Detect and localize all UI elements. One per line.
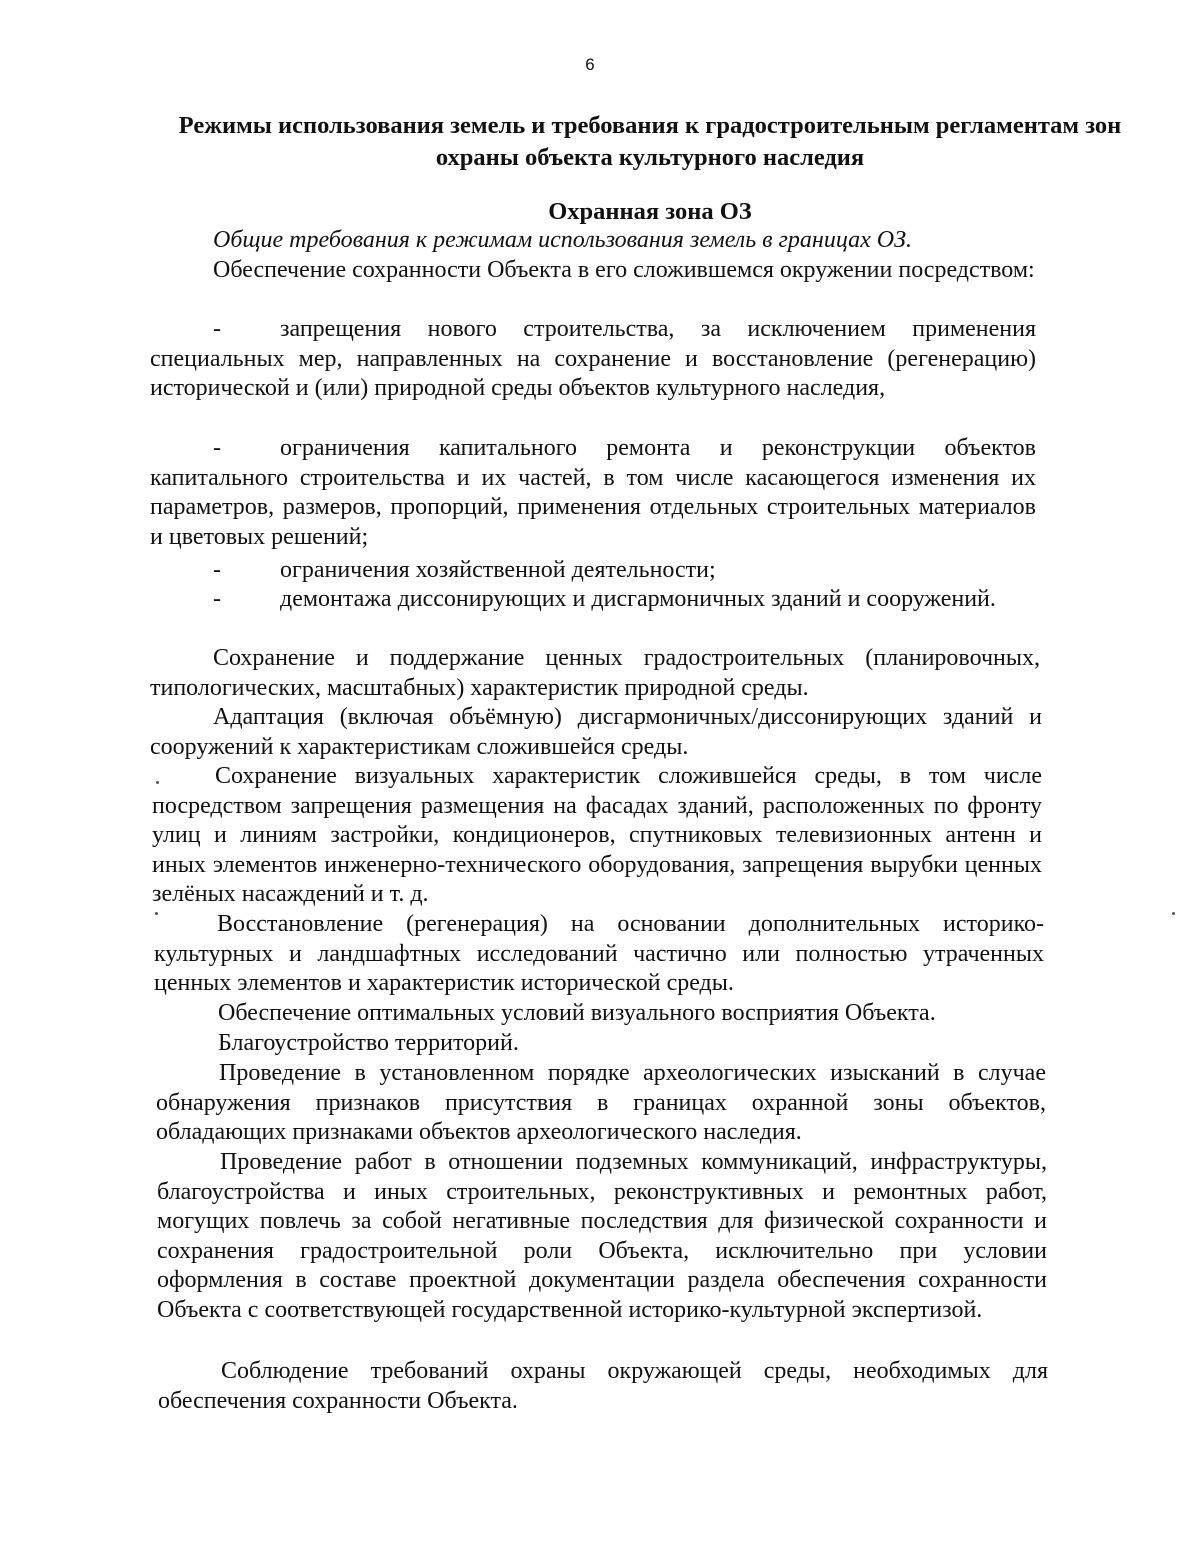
bullet-dash: - xyxy=(213,435,221,461)
paragraph: Соблюдение требований охраны окружающей среды, необходимых для обеспечения сохранности Объекта. xyxy=(158,1358,1048,1414)
paragraph: Благоустройство территорий. xyxy=(218,1030,519,1056)
list-item xyxy=(150,556,1036,586)
list-item-text: ограничения капитального ремонта и реконструкции объектов капитального строительства и их частей, в том числе касающегося изменения их параметров, размеров, пропорций, применения отдельных строительных материалов и цветовых решений; xyxy=(150,435,1036,550)
zone-title: Охранная зона ОЗ xyxy=(548,198,752,225)
list-item-text: запрещения нового строительства, за исключением применения специальных мер, направленных на сохранение и восстановление (регенерацию) исторической и (или) природной среды объектов культурного наследия, xyxy=(150,316,1036,401)
bullet-dash: - xyxy=(213,586,221,612)
paragraph: Восстановление (регенерация) на основании дополнительных историко-культурных и ландшафтных исследований частично или полностью утраченных ценных элементов и характеристик исторической среды. xyxy=(154,911,1044,996)
bullet-dash: - xyxy=(213,557,221,583)
paragraph: Обеспечение оптимальных условий визуального восприятия Объекта. xyxy=(218,1000,936,1026)
scan-speck xyxy=(156,781,159,784)
paragraph: Проведение в установленном порядке археологических изысканий в случае обнаружения признаков присутствия в границах охранной зоны объектов, обладающих признаками объектов археологического наследия. xyxy=(156,1060,1046,1145)
scan-speck xyxy=(1172,912,1175,915)
scan-speck xyxy=(155,912,158,915)
list-item-text: демонтажа диссонирующих и дисгармоничных зданий и сооружений. xyxy=(280,586,996,612)
paragraph: Сохранение визуальных характеристик сложившейся среды, в том числе посредством запрещения размещения на фасадах зданий, расположенных по фронту улиц и линиям застройки, кондиционеров, спутниковых телевизионных антенн и иных элементов инженерно-технического оборудования, запрещения вырубки ценных зелёных насаждений и т. д. xyxy=(152,763,1042,907)
page-number: 6 xyxy=(585,55,595,74)
paragraph: Адаптация (включая объёмную) дисгармоничных/диссонирующих зданий и сооружений к характеристикам сложившейся среды. xyxy=(150,704,1042,760)
document-title: Режимы использования земель и требования к градостроительным регламентам зон охраны объекта культурного наследия xyxy=(178,112,1122,171)
list-item-text: ограничения хозяйственной деятельности; xyxy=(280,557,716,583)
intro-paragraph: Обеспечение сохранности Объекта в его сложившемся окружении посредством: xyxy=(213,257,1035,283)
paragraph: Сохранение и поддержание ценных градостроительных (планировочных, типологических, масштабных) характеристик природной среды. xyxy=(150,645,1040,701)
paragraph: Проведение работ в отношении подземных коммуникаций, инфраструктуры, благоустройства и иных строительных, реконструктивных и ремонтных работ, могущих повлечь за собой негативные последствия для физической сохранности и сохранения градостроительной роли Объекта, исключительно при условии оформления в составе проектной документации раздела обеспечения сохранности Объекта с соответствующей государственной историко-культурной экспертизой. xyxy=(157,1149,1047,1323)
bullet-dash: - xyxy=(213,316,221,342)
list-item xyxy=(150,585,1036,615)
section-subtitle: Общие требования к режимам использования земель в границах ОЗ. xyxy=(213,227,912,253)
list-item xyxy=(150,434,1036,552)
list-item xyxy=(150,315,1036,404)
